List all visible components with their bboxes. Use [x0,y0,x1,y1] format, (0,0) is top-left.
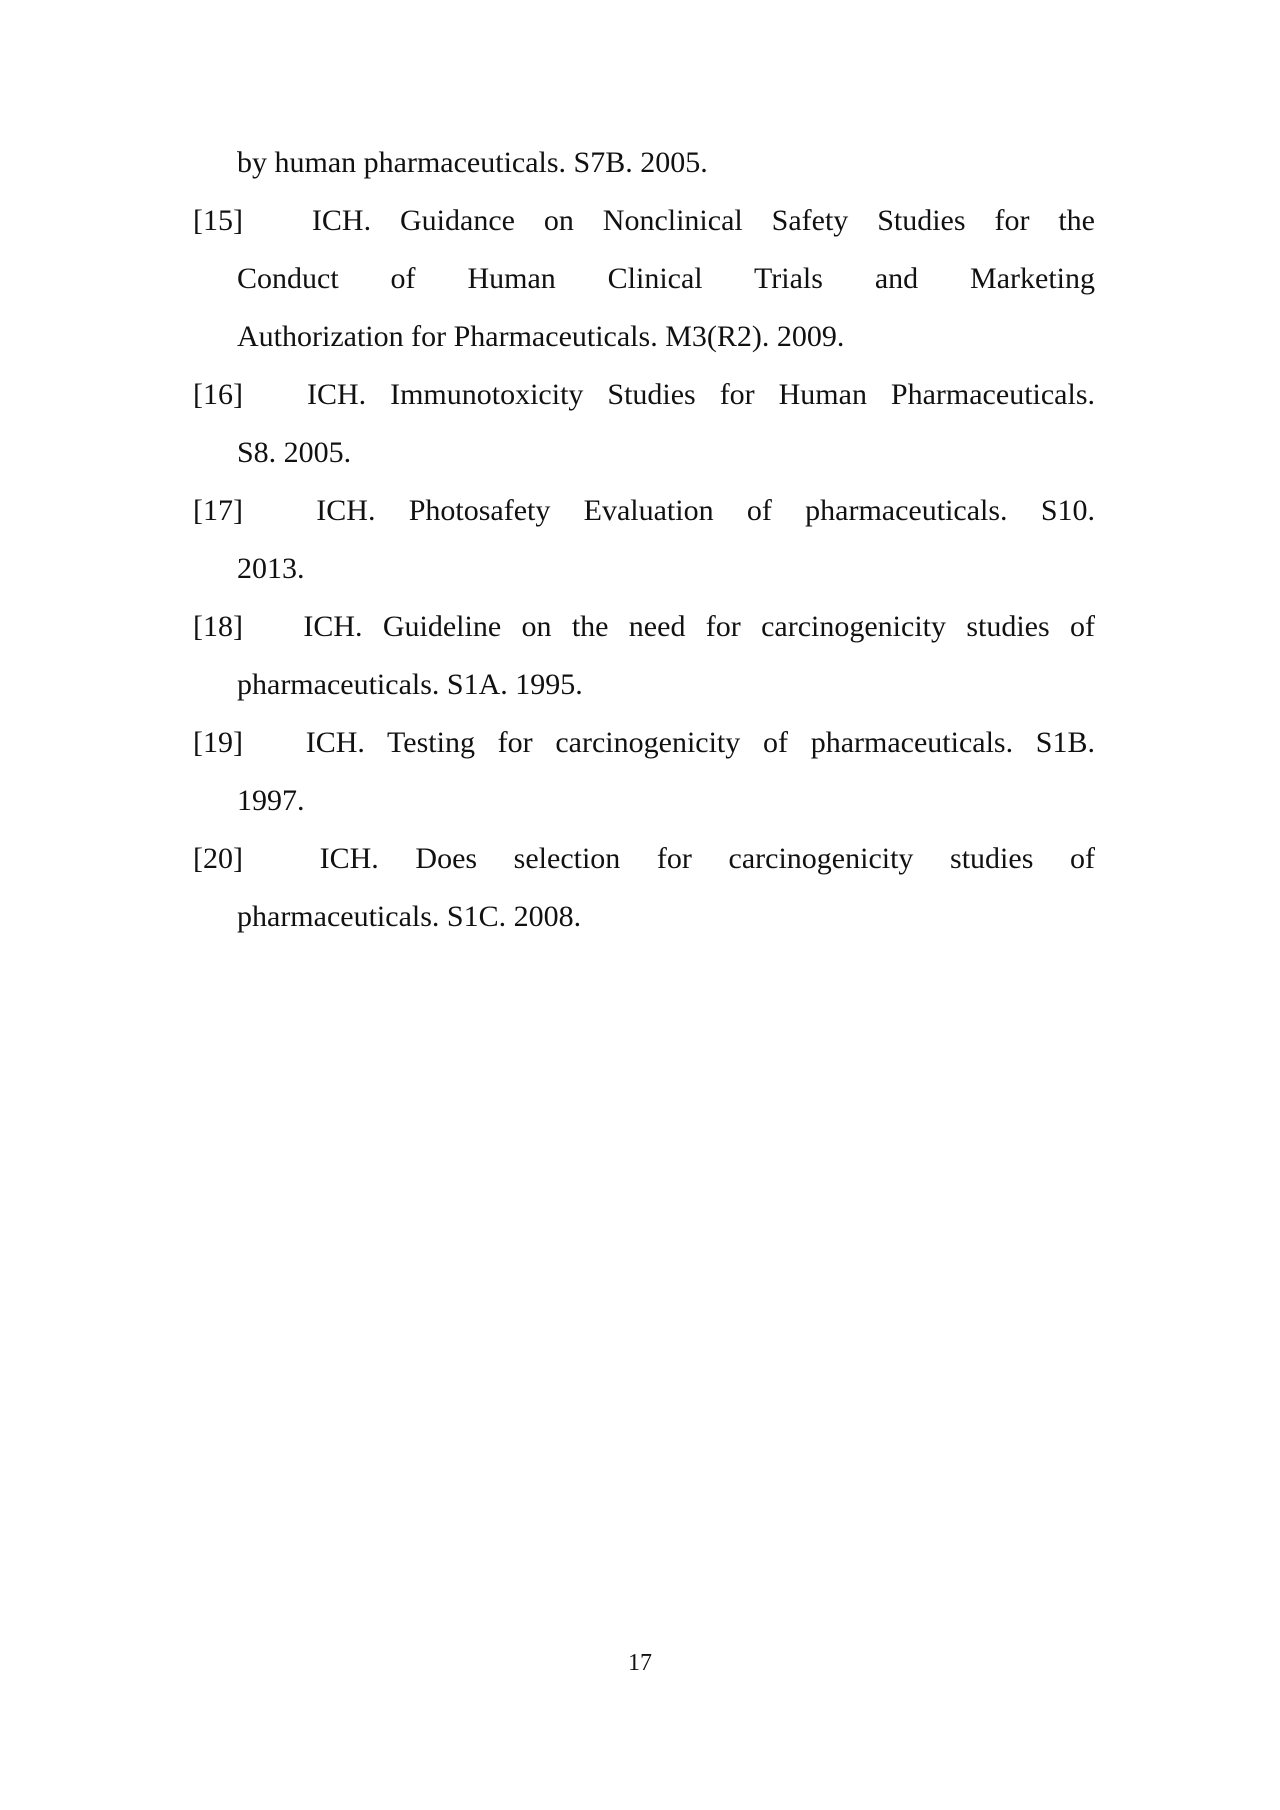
page-number: 17 [628,1650,652,1676]
reference-text: ICH. Immunotoxicity Studies for Human Pharmaceuticals. [306,378,1096,411]
reference-line [193,830,1095,888]
reference-number: [19] [193,726,243,759]
reference-text: by human pharmaceuticals. S7B. 2005. [237,146,708,179]
reference-line [193,134,1095,192]
reference-text: ICH. Photosafety Evaluation of pharmaceuticals. S10. [316,494,1095,527]
reference-number: [18] [193,610,243,643]
reference-number: [20] [193,842,243,875]
reference-line [193,772,1095,830]
reference-number: [16] [193,378,243,411]
reference-line [193,714,1095,772]
reference-text: 1997. [237,784,305,817]
reference-text: Conduct of Human Clinical Trials and Marketing [237,262,1095,295]
reference-line [193,250,1095,308]
reference-number: [17] [193,494,243,527]
reference-line [193,482,1095,540]
reference-line [193,540,1095,598]
reference-text: pharmaceuticals. S1C. 2008. [237,900,582,933]
reference-line [193,308,1095,366]
reference-line [193,366,1095,424]
reference-line [193,598,1095,656]
reference-text: ICH. Guideline on the need for carcinogenicity studies of [303,610,1095,643]
reference-line [193,424,1095,482]
reference-text: S8. 2005. [237,436,352,469]
reference-text: ICH. Guidance on Nonclinical Safety Studies for the [311,204,1095,237]
references-list [193,134,1095,946]
reference-number: [15] [193,204,243,237]
reference-text: pharmaceuticals. S1A. 1995. [237,668,583,701]
reference-text: ICH. Testing for carcinogenicity of pharmaceuticals. S1B. [305,726,1096,759]
reference-text: Authorization for Pharmaceuticals. M3(R2). 2009. [237,320,845,353]
reference-text: ICH. Does selection for carcinogenicity studies of [319,842,1095,875]
reference-line [193,192,1095,250]
reference-line [193,656,1095,714]
reference-line [193,888,1095,946]
reference-text: 2013. [237,552,305,585]
